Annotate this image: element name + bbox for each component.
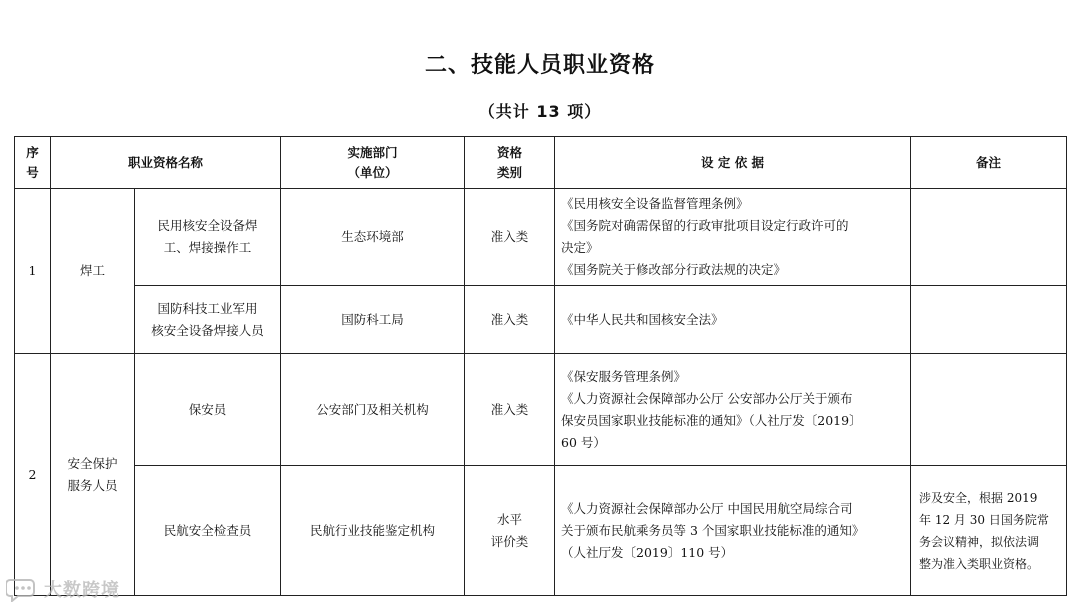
basis-line: 《保安服务管理条例》	[561, 368, 687, 384]
basis-line: 决定》	[561, 240, 599, 255]
remark-cell	[911, 466, 1067, 596]
header-dept	[281, 137, 465, 189]
category-line: 服务人员	[67, 477, 118, 493]
basis-line: 《中华人民共和国核安全法》	[561, 311, 724, 327]
header-remark: 备注	[911, 137, 1067, 189]
type-line: 水平	[497, 511, 523, 527]
remark-cell	[911, 189, 1067, 286]
remark-cell	[911, 354, 1067, 466]
type-cell	[465, 286, 555, 354]
header-type-line: 资格	[497, 144, 523, 160]
name-line: 国防科技工业军用	[157, 300, 258, 316]
row-number: 2	[15, 354, 51, 596]
qualification-name	[135, 286, 281, 354]
basis-line: 关于颁布民航乘务员等 3 个国家职业技能标准的通知》	[561, 522, 865, 538]
type-cell	[465, 466, 555, 596]
qualification-table	[14, 136, 1067, 596]
header-basis: 设 定 依 据	[555, 137, 911, 189]
qualification-name	[135, 354, 281, 466]
speech-bubble-logo-icon	[6, 576, 40, 602]
table-header-row	[15, 137, 1067, 189]
header-type-line: 类别	[497, 164, 523, 180]
basis-line: 《人力资源社会保障部办公厅 中国民用航空局综合司	[561, 500, 853, 516]
header-no-line: 序	[26, 144, 39, 160]
type-cell	[465, 354, 555, 466]
dept-cell: 公安部门及相关机构	[281, 354, 465, 466]
category-line: 安全保护	[67, 455, 118, 471]
type-line: 准入类	[490, 401, 529, 417]
header-no	[15, 137, 51, 189]
basis-line: 《民用核安全设备监督管理条例》	[561, 196, 749, 211]
name-line: 民用核安全设备焊	[157, 218, 258, 233]
header-no-line: 号	[26, 164, 39, 180]
basis-line: 《国务院关于修改部分行政法规的决定》	[561, 262, 787, 277]
remark-line: 年 12 月 30 日国务院常	[919, 512, 1049, 527]
watermark-text: 大数跨境	[44, 580, 120, 601]
basis-line: 《人力资源社会保障部办公厅 公安部办公厅关于颁布	[561, 390, 853, 406]
dept-cell: 民航行业技能鉴定机构	[281, 466, 465, 596]
page-title: 二、技能人员职业资格	[424, 53, 655, 78]
qualification-name	[135, 189, 281, 286]
table-row	[15, 354, 1067, 466]
remark-line: 涉及安全，根据 2019	[919, 490, 1038, 505]
name-line: 民航安全检查员	[163, 522, 252, 538]
basis-line: 《国务院对确需保留的行政审批项目设定行政许可的	[561, 218, 849, 233]
type-line: 评价类	[490, 533, 529, 549]
remark-line: 务会议精神，拟依法调	[919, 534, 1040, 549]
dept-cell: 国防科工局	[281, 286, 465, 354]
table-row	[15, 286, 1067, 354]
header-name: 职业资格名称	[51, 137, 281, 189]
qualification-name	[135, 466, 281, 596]
row-number: 1	[15, 189, 51, 354]
remark-line: 整为准入类职业资格。	[919, 556, 1040, 571]
type-line: 准入类	[490, 311, 529, 327]
name-line: 工、焊接操作工	[163, 240, 252, 255]
header-dept-line: （单位）	[347, 164, 398, 180]
remark-cell	[911, 286, 1067, 354]
category-cell	[51, 189, 135, 354]
category-line: 焊工	[79, 263, 105, 278]
name-line: 保安员	[188, 401, 227, 417]
basis-cell	[555, 466, 911, 596]
dept-cell: 生态环境部	[281, 189, 465, 286]
type-line: 准入类	[490, 229, 529, 244]
type-cell	[465, 189, 555, 286]
category-cell	[51, 354, 135, 596]
basis-line: 保安员国家职业技能标准的通知》（人社厅发〔2019〕	[561, 412, 862, 428]
name-line: 核安全设备焊接人员	[151, 322, 264, 338]
basis-cell	[555, 189, 911, 286]
basis-cell	[555, 286, 911, 354]
watermark	[6, 574, 120, 604]
basis-line: （人社厅发〔2019〕110 号）	[561, 544, 734, 560]
table-row	[15, 466, 1067, 596]
basis-line: 60 号）	[561, 434, 606, 450]
table-row	[15, 189, 1067, 286]
page-subtitle: （共计 13 项）	[478, 102, 602, 121]
header-type	[465, 137, 555, 189]
basis-cell	[555, 354, 911, 466]
header-dept-line: 实施部门	[347, 144, 398, 160]
